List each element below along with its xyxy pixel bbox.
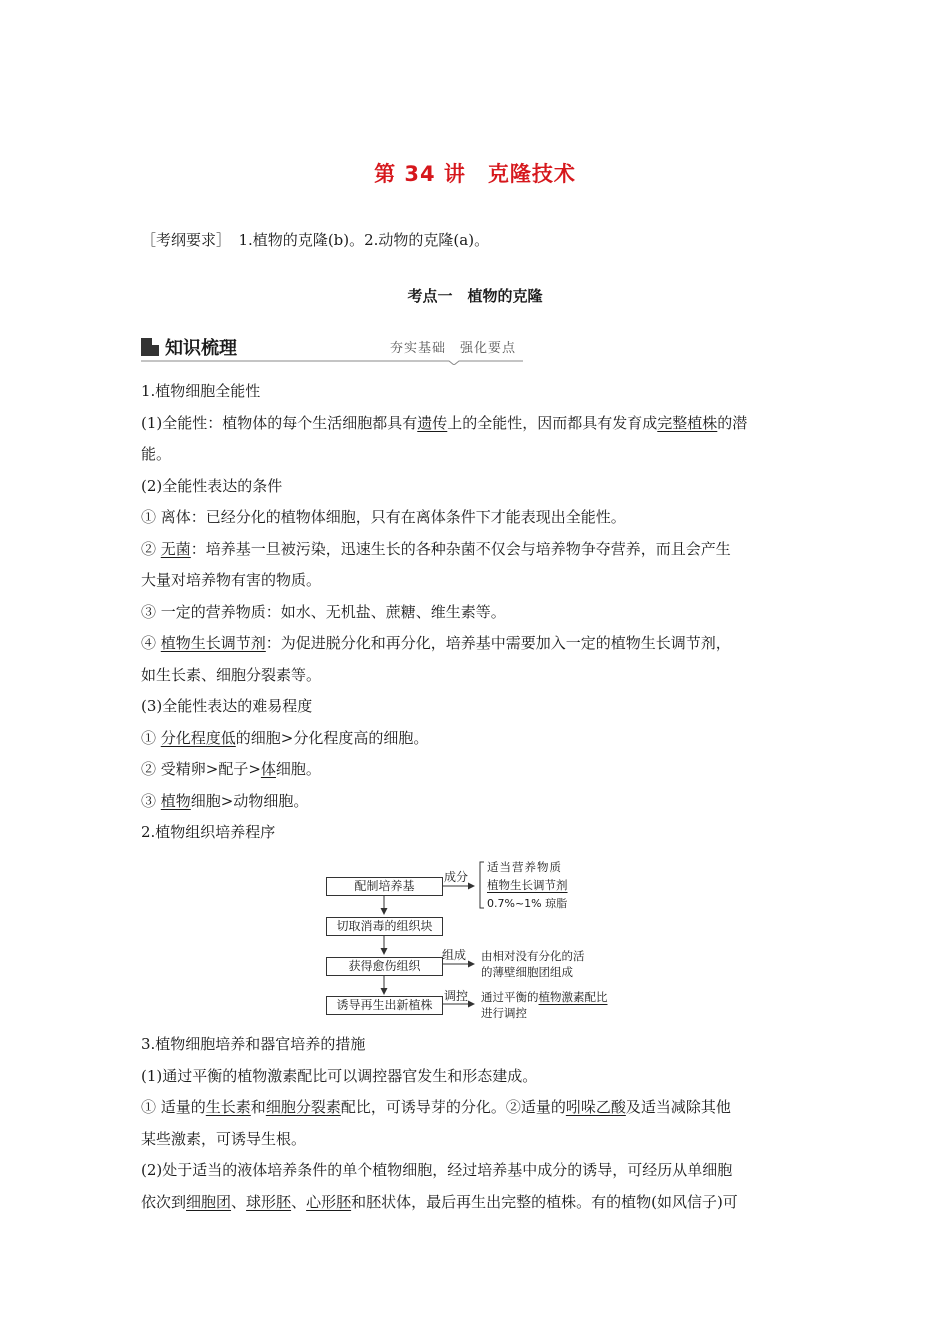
subheading: (1)通过平衡的植物激素配比可以调控器官发生和形态建成。 [141, 1066, 538, 1085]
knowledge-bar-underline [141, 333, 523, 365]
paragraph-line: 某些激素，可诱导生根。 [141, 1129, 307, 1148]
paragraph-line: 如生长素、细胞分裂素等。 [141, 665, 322, 684]
paragraph-line: 能。 [141, 445, 172, 463]
list-item: ① 分化程度低的细胞>分化程度高的细胞。 [141, 728, 429, 747]
lecture-title: 第 34 讲 克隆技术 [374, 162, 576, 186]
knowledge-bar-title: 知识梳理 [165, 338, 237, 359]
flow-note-hormone-line1: 通过平衡的植物激素配比 [481, 990, 608, 1004]
tissue-culture-flowchart [322, 858, 622, 1024]
subheading: (3)全能性表达的难易程度 [141, 697, 313, 715]
flow-note-regulators: 植物生长调节剂 [487, 878, 568, 892]
paragraph-line: 大量对培养物有害的物质。 [141, 571, 322, 589]
flow-note-hormone-line2: 进行调控 [481, 1006, 527, 1020]
heading-3: 3.植物细胞培养和器官培养的措施 [141, 1035, 366, 1053]
flow-step-regenerate: 诱导再生出新植株 [326, 996, 443, 1015]
subheading: (2)全能性表达的条件 [141, 476, 283, 495]
list-item: ① 离体：已经分化的植物体细胞，只有在离体条件下才能表现出全能性。 [141, 508, 626, 526]
subheading: (2)处于适当的液体培养条件的单个植物细胞，经过培养基中成分的诱导，可经历从单细胞 [141, 1161, 733, 1179]
flow-note-callus-line2: 的薄壁细胞团组成 [481, 965, 573, 979]
list-item: ④ 植物生长调节剂：为促进脱分化和再分化，培养基中需要加入一定的植物生长调节剂， [141, 634, 731, 652]
knowledge-bar-subtitle: 夯实基础 强化要点 [390, 341, 517, 356]
paragraph-line: (1)全能性：植物体的每个生活细胞都具有遗传上的全能性，因而都具有发育成完整植株的潜 [141, 413, 748, 432]
flow-label-components: 成分 [444, 870, 469, 884]
flow-note-callus-line1: 由相对没有分化的活 [481, 949, 585, 963]
exam-requirements: ［考纲要求］ 1.植物的克隆(b)。2.动物的克隆(a)。 [141, 231, 490, 249]
heading-1: 1.植物细胞全能性 [141, 382, 261, 400]
flow-note-nutrients: 适当营养物质 [487, 860, 562, 874]
list-item: ① 适量的生长素和细胞分裂素配比，可诱导芽的分化。②适量的吲哚乙酸及适当减除其他 [141, 1098, 731, 1116]
paragraph-line: 依次到细胞团、球形胚、心形胚和胚状体，最后再生出完整的植株。有的植物(如风信子)可 [141, 1192, 738, 1211]
heading-2: 2.植物组织培养程序 [141, 823, 276, 841]
knowledge-bar [141, 333, 523, 365]
flow-step-prepare-medium: 配制培养基 [326, 877, 443, 896]
flow-note-agar: 0.7%~1% 琼脂 [487, 897, 568, 910]
list-item: ② 受精卵>配子>体细胞。 [141, 760, 321, 778]
flow-step-callus: 获得愈伤组织 [326, 957, 443, 976]
section-3 [141, 1029, 813, 1218]
flow-step-cut-tissue: 切取消毒的组织块 [326, 917, 443, 936]
flow-label-regulation: 调控 [444, 989, 469, 1003]
list-item: ③ 植物细胞>动物细胞。 [141, 791, 309, 810]
list-item: ② 无菌：培养基一旦被污染，迅速生长的各种杂菌不仅会与培养物争夺营养，而且会产生 [141, 539, 731, 558]
section-title: 考点一 植物的克隆 [407, 287, 543, 305]
section-1 [141, 376, 813, 849]
list-item: ③ 一定的营养物质：如水、无机盐、蔗糖、维生素等。 [141, 602, 506, 621]
flow-label-composition: 组成 [442, 948, 467, 962]
